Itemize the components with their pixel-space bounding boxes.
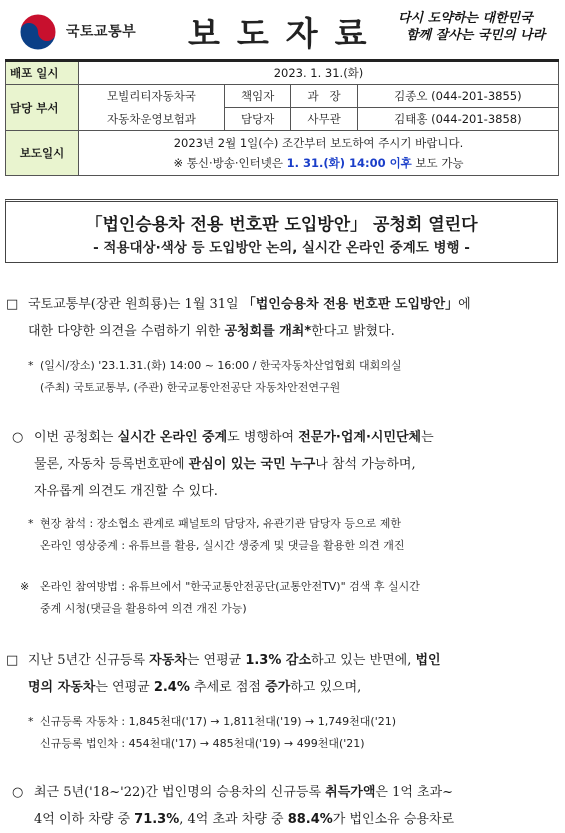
headline: 「법인승용차 전용 번호판 도입방안」 공청회 열린다 xyxy=(85,215,478,235)
note-4 xyxy=(28,711,558,755)
contact-1: 김종오 (044-201-3855) xyxy=(357,85,558,108)
press-release-label: 보도자료 xyxy=(188,14,384,53)
emphasis: 명의 자동차 xyxy=(28,680,96,695)
emphasis: 자동차 xyxy=(149,653,187,668)
distribution-label: 배포 일시 xyxy=(6,61,79,85)
taegeuk-logo-icon xyxy=(18,12,58,52)
text: 도 병행하여 xyxy=(227,430,299,445)
role-1: 책임자 xyxy=(224,85,290,108)
role-2: 담당자 xyxy=(224,108,290,131)
text: 은 1억 초과~ xyxy=(375,785,454,800)
text: 하고 있는 반면에, xyxy=(311,653,416,668)
contact-2: 김태홍 (044-201-3858) xyxy=(357,108,558,131)
press-time-note-end: 보도 가능 xyxy=(415,156,464,170)
text: 이번 공청회는 xyxy=(34,430,118,445)
note-2 xyxy=(28,513,558,557)
text: 는 xyxy=(421,430,434,445)
square-bullet: □ xyxy=(6,653,19,668)
circle-bullet: ○ xyxy=(12,430,24,445)
paragraph-1 xyxy=(6,291,558,345)
note-line: 현장 참석 : 장소협소 관계로 패널토의 담당자, 유관기관 담당자 등으로 제한 xyxy=(40,517,401,530)
press-time-cell xyxy=(79,131,559,176)
emphasis: 관심이 있는 국민 누구 xyxy=(188,457,316,472)
asterisk-bullet: * xyxy=(28,715,34,728)
emphasis: 전문가·업계·시민단체 xyxy=(298,430,422,445)
slogan xyxy=(398,10,558,44)
headline-box xyxy=(5,199,558,263)
text: 추세로 점점 xyxy=(189,680,266,695)
slogan-line-1: 다시 도약하는 대한민국 xyxy=(398,11,533,26)
emphasis: 실시간 온라인 중계 xyxy=(117,430,228,445)
text: 한다고 밝혔다. xyxy=(311,324,395,339)
circle-bullet: ○ xyxy=(12,785,24,800)
note-line: 온라인 참여방법 : 유튜브에서 "한국교통안전공단(교통안전TV)" 검색 후 실시간 xyxy=(40,580,420,593)
text: 4억 이하 차량 중 xyxy=(34,812,135,827)
note-3 xyxy=(20,576,560,620)
department-1: 모빌리티자동차국 xyxy=(79,85,225,108)
asterisk-bullet: * xyxy=(28,517,34,530)
slogan-line-2: 함께 잘사는 국민의 나라 xyxy=(406,28,546,43)
text: 최근 5년('18~'22)간 법인명의 승용차의 신규등록 xyxy=(34,785,326,800)
embargo-time: 1. 31.(화) 14:00 이후 xyxy=(286,156,412,170)
position-1: 과 장 xyxy=(291,85,357,108)
emphasis: 2.4% xyxy=(153,680,190,695)
paragraph-3 xyxy=(6,647,558,701)
emphasis: 「법인승용차 전용 번호판 도입방안」 xyxy=(242,297,459,312)
paragraph-2 xyxy=(12,424,558,505)
text: 하고 있으며, xyxy=(290,680,362,695)
text: 물론, 자동차 등록번호판에 xyxy=(34,457,189,472)
emphasis: 71.3% xyxy=(134,812,180,827)
emphasis: 공청회를 개최* xyxy=(224,324,312,339)
text: 에 xyxy=(458,297,471,312)
text: 지난 5년간 신규등록 xyxy=(28,653,150,668)
press-time-line-2 xyxy=(85,153,552,173)
note-line: 신규등록 자동차 : 1,845천대('17) → 1,811천대('19) → 1,749천대('21) xyxy=(40,715,397,728)
paragraph-4 xyxy=(12,779,558,833)
sub-headline: - 적용대상·색상 등 도입방안 논의, 실시간 온라인 중계도 병행 - xyxy=(93,240,470,256)
note-line: 중계 시청(댓글을 활용하여 의견 개진 가능) xyxy=(40,602,247,615)
note-line: 온라인 영상중계 : 유튜브를 활용, 실시간 생중계 및 댓글을 활용한 의견 개진 xyxy=(40,539,405,552)
distribution-date: 2023. 1. 31.(화) xyxy=(79,61,559,85)
text: 대한 다양한 의견을 수렴하기 위한 xyxy=(28,324,225,339)
department-2: 자동차운영보험과 xyxy=(79,108,225,131)
department-label: 담당 부서 xyxy=(6,85,79,131)
text: 는 연평균 xyxy=(95,680,154,695)
emphasis: 취득가액 xyxy=(325,785,376,800)
text: 는 연평균 xyxy=(186,653,246,668)
emphasis: 1.3% 감소 xyxy=(245,653,312,668)
square-bullet: □ xyxy=(6,297,19,312)
text: 가 법인소유 승용차로 xyxy=(332,812,455,827)
text: , 4억 초과 차량 중 xyxy=(179,812,288,827)
text: 자유롭게 의견도 개진할 수 있다. xyxy=(34,484,218,499)
press-time-line-1: 2023년 2월 1일(수) 조간부터 보도하여 주시기 바랍니다. xyxy=(173,136,464,150)
asterisk-bullet: * xyxy=(28,359,34,372)
emphasis: 88.4% xyxy=(287,812,333,827)
press-time-note: ※ 통신·방송·인터넷은 xyxy=(173,156,283,170)
note-1 xyxy=(28,355,558,399)
emphasis: 법인 xyxy=(415,653,441,668)
reference-mark: ※ xyxy=(20,580,30,593)
emphasis: 증가 xyxy=(265,680,291,695)
ministry-name: 국토교통부 xyxy=(66,24,137,40)
note-line: (주최) 국토교통부, (주관) 한국교통안전공단 자동차안전연구원 xyxy=(40,381,341,394)
press-info-table xyxy=(5,59,559,176)
position-2: 사무관 xyxy=(291,108,357,131)
press-time-label: 보도일시 xyxy=(6,131,79,176)
note-line: 신규등록 법인차 : 454천대('17) → 485천대('19) → 499천대('21) xyxy=(40,737,365,750)
note-line: (일시/장소) '23.1.31.(화) 14:00 ~ 16:00 / 한국자동차산업협회 대회의실 xyxy=(40,359,402,372)
text: 나 참석 가능하며, xyxy=(315,457,416,472)
text: 국토교통부(장관 원희룡)는 1월 31일 xyxy=(28,297,243,312)
